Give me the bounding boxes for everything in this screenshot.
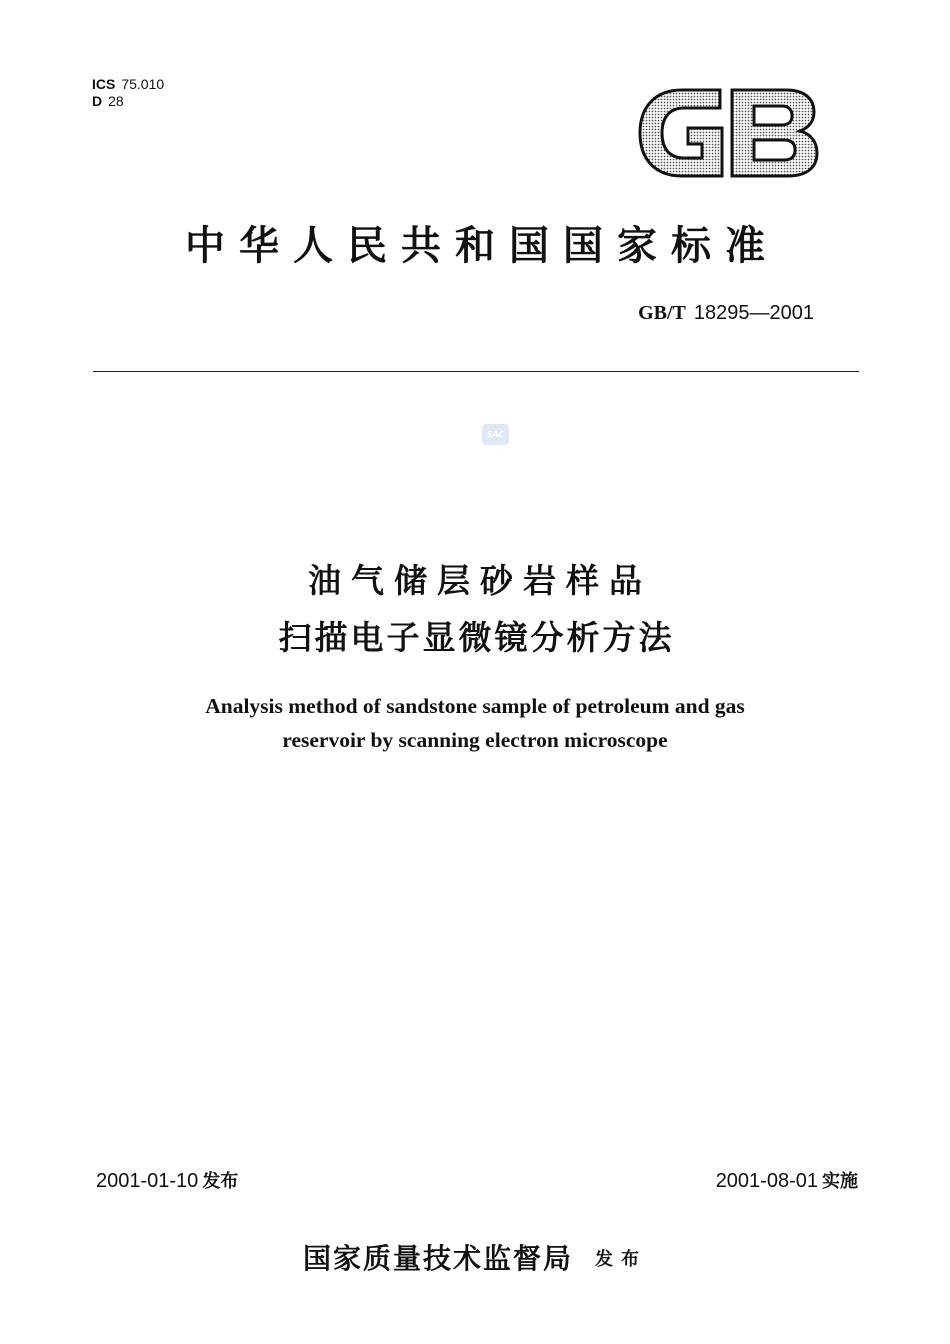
issue-date	[96, 1167, 238, 1193]
gb-logo	[636, 86, 820, 180]
standard-title: 中华人民共和国国家标准	[185, 222, 779, 269]
ccs-code	[92, 93, 164, 110]
standard-number-value: 18295—2001	[693, 302, 814, 324]
chinese-title-line-2: 扫描电子显微镜分析方法	[278, 618, 675, 657]
chinese-title-line-1: 油气储层砂岩样品	[308, 561, 652, 600]
issuer-organization: 国家质量技术监督局	[302, 1242, 573, 1275]
standard-number-prefix: GB/T	[638, 302, 686, 324]
english-title-line-2: reservoir by scanning electron microscope	[282, 728, 668, 752]
classification-codes	[92, 76, 164, 110]
implementation-date	[716, 1167, 858, 1193]
ccs-value: 28	[108, 93, 124, 109]
ics-label: ICS	[92, 76, 116, 92]
sac-watermark: SAC	[482, 424, 509, 445]
ccs-label: D	[92, 93, 103, 109]
header-divider	[93, 371, 859, 372]
issue-date-label: 发布	[202, 1171, 239, 1192]
standard-number	[638, 302, 814, 325]
ics-code	[92, 76, 164, 93]
ics-value: 75.010	[121, 76, 165, 92]
implementation-date-label: 实施	[822, 1171, 858, 1192]
issue-date-value: 2001-01-10	[96, 1170, 199, 1192]
english-title-line-1: Analysis method of sandstone sample of petroleum and gas	[205, 694, 745, 718]
implementation-date-value: 2001-08-01	[715, 1170, 818, 1192]
issuer-action: 发布	[595, 1249, 647, 1270]
issuer	[0, 1237, 950, 1277]
